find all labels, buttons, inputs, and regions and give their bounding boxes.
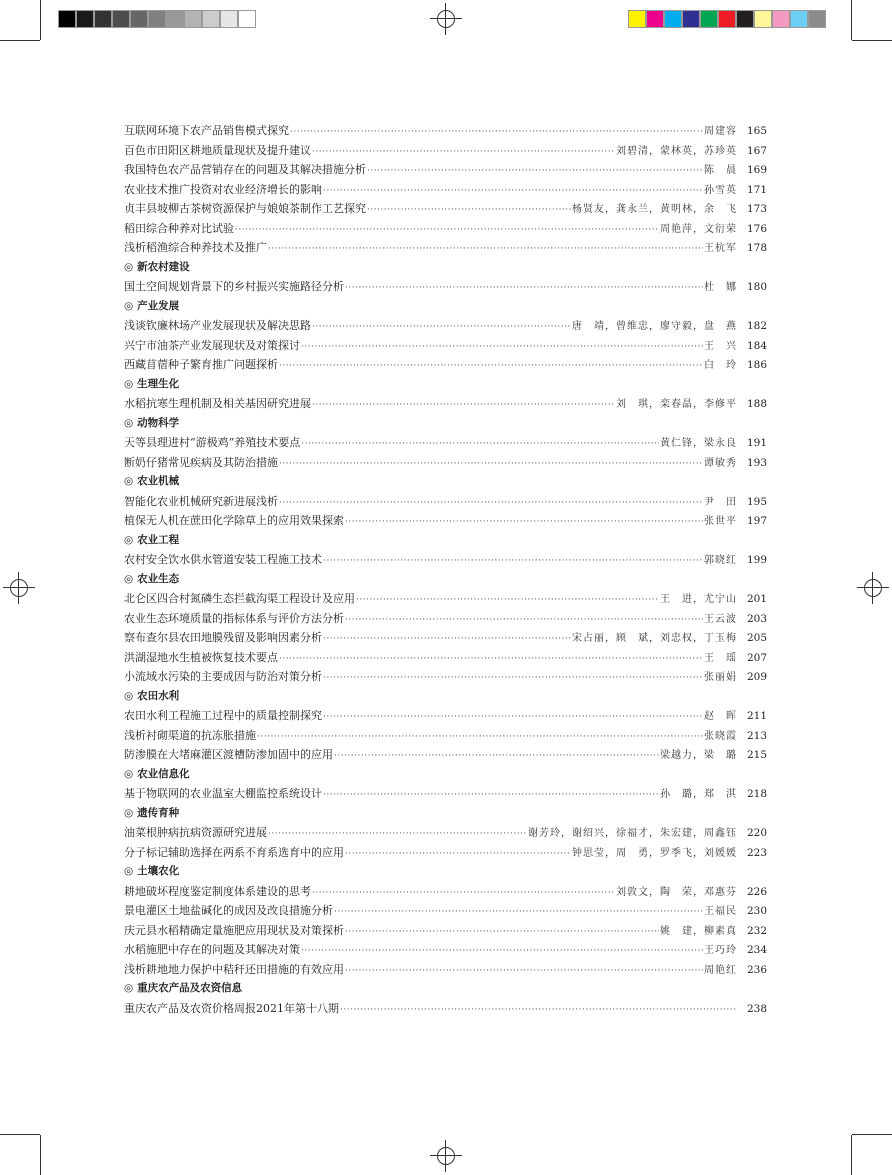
toc-entry[interactable] <box>124 336 767 356</box>
dot-leader <box>345 923 659 943</box>
article-authors: 周建容 <box>704 126 737 137</box>
article-authors: 赵 晖 <box>704 711 737 722</box>
dot-leader <box>345 845 571 865</box>
toc-entry[interactable] <box>124 355 767 375</box>
article-title: 景电灌区土地盐碱化的成因及改良措施分析 <box>124 904 333 917</box>
color-swatch <box>58 10 76 28</box>
article-authors: 陈 晨 <box>704 165 737 176</box>
dot-leader <box>323 630 571 650</box>
article-authors: 刘敦文，陶 荣，邓惠芬 <box>616 886 737 898</box>
article-authors: 王杭军 <box>704 243 737 254</box>
article-authors: 白 玲 <box>704 360 737 371</box>
crop-mark <box>40 0 41 40</box>
registration-mark-top <box>430 3 462 35</box>
dot-leader <box>279 455 703 475</box>
article-authors: 王巧玲 <box>704 945 737 956</box>
article-title: 北仑区四合村氮磷生态拦截沟渠工程设计及应用 <box>124 592 355 605</box>
article-authors: 王福民 <box>704 906 737 917</box>
section-heading-label: 农业生态 <box>137 572 180 585</box>
article-authors: 谭敏秀 <box>704 457 737 469</box>
article-authors: 梁越力，梁 璐 <box>660 750 737 761</box>
page-number: 188 <box>746 398 767 410</box>
dot-leader <box>345 962 703 982</box>
color-swatch <box>646 10 664 28</box>
article-title: 稻田综合种养对比试验 <box>124 221 234 235</box>
crop-mark <box>851 0 852 40</box>
article-title: 小流域水污染的主要成因与防治对策分析 <box>124 670 322 683</box>
color-swatch <box>736 10 754 28</box>
section-heading-label: 农业机械 <box>137 475 180 487</box>
article-title: 植保无人机在蔗田化学除草上的应用效果探索 <box>124 514 344 527</box>
crop-mark <box>852 40 892 41</box>
toc-entry[interactable] <box>124 141 767 161</box>
dot-leader <box>334 903 703 923</box>
section-bullet-icon: ◎ <box>124 572 134 585</box>
article-authors: 唐 靖，曾维忠，廖守毅，盘 燕 <box>572 321 737 332</box>
article-title: 我国特色农产品营销存在的问题及其解决措施分析 <box>124 163 366 176</box>
page-number: 205 <box>746 632 767 644</box>
article-title: 贞丰县坡柳古茶树资源保护与娘娘茶制作工艺探究 <box>124 202 366 215</box>
page-number: 197 <box>746 515 767 527</box>
dot-leader <box>345 513 703 533</box>
article-title: 耕地破坏程度鉴定制度体系建设的思考 <box>124 884 311 898</box>
color-swatch <box>664 10 682 28</box>
section-heading <box>124 979 767 999</box>
article-title: 洪湖湿地水生植被恢复技术要点 <box>124 650 278 664</box>
page-number: 173 <box>746 203 767 215</box>
dot-leader <box>301 942 703 962</box>
dot-leader <box>334 747 659 767</box>
color-swatch <box>238 10 256 28</box>
article-title: 重庆农产品及农资价格周报2021年第十八期 <box>124 1001 339 1015</box>
dot-leader <box>323 552 703 572</box>
page-number: 230 <box>746 905 767 917</box>
page-number: 213 <box>746 729 767 742</box>
page-number: 165 <box>746 125 767 137</box>
toc-entry[interactable] <box>124 492 767 512</box>
color-swatch <box>772 10 790 28</box>
dot-leader <box>312 884 615 904</box>
article-authors: 张晓霞 <box>704 730 737 742</box>
article-authors: 王云波 <box>704 613 737 625</box>
article-authors: 孙 璐，郑 淇 <box>660 789 737 800</box>
article-title: 西藏苜蓿种子繁育推广问题探析 <box>124 358 278 371</box>
toc-entry[interactable] <box>124 882 767 902</box>
grayscale-color-bar <box>58 10 256 28</box>
section-heading <box>124 570 767 590</box>
page-number: 193 <box>746 456 767 469</box>
page-number: 176 <box>746 222 767 235</box>
section-bullet-icon: ◎ <box>124 299 134 312</box>
article-title: 农田水利工程施工过程中的质量控制探究 <box>124 709 322 722</box>
page-number: 209 <box>746 671 767 683</box>
dot-leader <box>340 1001 736 1021</box>
article-title: 防渗膜在大堵麻灌区渡槽防渗加固中的应用 <box>124 748 333 761</box>
article-title: 水稻抗寒生理机制及相关基因研究进展 <box>124 397 311 410</box>
article-title: 浅析稻渔综合种养技术及推广 <box>124 241 267 254</box>
toc-entry[interactable] <box>124 823 767 843</box>
section-heading-label: 农田水利 <box>137 689 180 702</box>
page-number: 191 <box>746 437 767 449</box>
article-title: 国土空间规划背景下的乡村振兴实施路径分析 <box>124 280 344 293</box>
article-title: 水稻施肥中存在的问题及其解决对策 <box>124 943 300 956</box>
color-swatch <box>112 10 130 28</box>
registration-mark-bottom <box>430 1140 462 1172</box>
page-number: 238 <box>746 1002 767 1015</box>
section-bullet-icon: ◎ <box>124 533 134 546</box>
section-bullet-icon: ◎ <box>124 475 134 487</box>
article-authors: 黄仁锋，梁永良 <box>660 438 737 449</box>
section-heading-label: 农业信息化 <box>137 767 190 780</box>
article-title: 农业生态环境质量的指标体系与评价方法分析 <box>124 611 344 625</box>
toc-entry[interactable] <box>124 511 767 531</box>
toc-entry[interactable] <box>124 277 767 297</box>
color-swatch <box>718 10 736 28</box>
section-heading-label: 新农村建设 <box>137 260 190 273</box>
page-number: 232 <box>746 924 767 937</box>
article-title: 兴宁市油茶产业发展现状及对策探讨 <box>124 338 300 352</box>
dot-leader <box>235 221 659 241</box>
section-heading <box>124 531 767 551</box>
article-authors: 杨贤友，龚永兰，黄明林，余 飞 <box>572 204 737 215</box>
toc-entry[interactable] <box>124 648 767 668</box>
toc-entry[interactable] <box>124 784 767 804</box>
page-number: 184 <box>746 339 767 352</box>
toc-entry[interactable] <box>124 901 767 921</box>
section-heading-label: 重庆农产品及农资信息 <box>137 982 243 994</box>
dot-leader <box>268 240 703 260</box>
article-authors: 张世平 <box>704 516 737 527</box>
page-number: 178 <box>746 242 767 254</box>
section-heading <box>124 375 767 395</box>
color-swatch <box>202 10 220 28</box>
section-heading <box>124 297 767 317</box>
color-swatch <box>790 10 808 28</box>
toc-entry[interactable] <box>124 940 767 960</box>
section-heading-label: 动物科学 <box>137 416 180 429</box>
color-swatch <box>166 10 184 28</box>
dot-leader <box>367 162 703 182</box>
section-bullet-icon: ◎ <box>124 689 134 702</box>
article-title: 察布查尔县农田地膜残留及影响因素分析 <box>124 631 322 644</box>
article-title: 油菜根肿病抗病资源研究进展 <box>124 826 267 839</box>
color-swatch <box>76 10 94 28</box>
article-title: 智能化农业机械研究新进展浅析 <box>124 494 278 508</box>
section-heading <box>124 804 767 824</box>
section-heading-label: 生理生化 <box>137 377 180 390</box>
section-bullet-icon: ◎ <box>124 982 134 994</box>
dot-leader <box>279 357 703 377</box>
page-number: 218 <box>746 788 767 800</box>
article-title: 互联网环境下农产品销售模式探究 <box>124 124 289 137</box>
toc-entry[interactable] <box>124 316 767 336</box>
toc-entry[interactable] <box>124 999 767 1019</box>
section-heading-label: 农业工程 <box>137 533 180 546</box>
dot-leader <box>323 708 703 728</box>
article-title: 基于物联网的农业温室大棚监控系统设计 <box>124 787 322 800</box>
article-authors: 郭晓红 <box>704 555 737 566</box>
dot-leader <box>323 182 703 202</box>
article-authors: 钟思莹，周 勇，罗季飞，刘媛媛 <box>572 847 737 859</box>
article-authors: 王 瑶 <box>704 652 737 664</box>
article-authors: 刘碧清，蒙林英，苏珍英 <box>616 145 737 157</box>
crop-mark <box>0 1134 40 1135</box>
article-title: 分子标记辅助选择在两系不育系选育中的应用 <box>124 845 344 859</box>
toc-entry[interactable] <box>124 843 767 863</box>
color-swatch <box>628 10 646 28</box>
page-number: 234 <box>746 944 767 956</box>
page-number: 199 <box>746 554 767 566</box>
article-title: 农业技术推广投资对农业经济增长的影响 <box>124 182 322 196</box>
dot-leader <box>279 650 703 670</box>
page-number: 182 <box>746 320 767 332</box>
section-bullet-icon: ◎ <box>124 806 134 819</box>
article-title: 农村安全饮水供水管道安装工程施工技术 <box>124 553 322 566</box>
dot-leader <box>301 435 659 455</box>
toc-entry[interactable] <box>124 550 767 570</box>
section-heading-label: 产业发展 <box>137 299 180 312</box>
section-heading <box>124 472 767 492</box>
dot-leader <box>345 279 703 299</box>
page-number: 195 <box>746 495 767 508</box>
color-swatch <box>754 10 772 28</box>
page-number: 207 <box>746 651 767 664</box>
toc-entry[interactable] <box>124 667 767 687</box>
toc-entry[interactable] <box>124 160 767 180</box>
color-swatch <box>184 10 202 28</box>
page-number: 226 <box>746 885 767 898</box>
toc-entry[interactable] <box>124 921 767 941</box>
crop-mark <box>40 1135 41 1175</box>
section-bullet-icon: ◎ <box>124 865 134 877</box>
color-swatch <box>94 10 112 28</box>
process-color-bar <box>628 10 826 28</box>
page-number: 215 <box>746 749 767 761</box>
registration-mark-left <box>3 572 35 604</box>
page-number: 220 <box>746 827 767 839</box>
toc-entry[interactable] <box>124 394 767 414</box>
article-authors: 孙雪英 <box>704 184 737 196</box>
section-bullet-icon: ◎ <box>124 377 134 390</box>
section-heading <box>124 765 767 785</box>
dot-leader <box>290 123 703 143</box>
toc-entry[interactable] <box>124 960 767 980</box>
dot-leader <box>323 786 659 806</box>
toc-entry[interactable] <box>124 433 767 453</box>
color-swatch <box>700 10 718 28</box>
color-swatch <box>220 10 238 28</box>
page-number: 169 <box>746 164 767 176</box>
article-authors: 谢芳玲，谢绍兴，徐福才，朱宏建，周鑫钰 <box>528 828 737 839</box>
section-heading <box>124 414 767 434</box>
article-title: 浅析衬砌渠道的抗冻胀措施 <box>124 728 256 742</box>
color-swatch <box>808 10 826 28</box>
page-number: 167 <box>746 144 767 157</box>
page-number: 180 <box>746 281 767 293</box>
dot-leader <box>367 201 571 221</box>
section-bullet-icon: ◎ <box>124 260 134 273</box>
article-title: 断奶仔猪常见疾病及其防治措施 <box>124 455 278 469</box>
dot-leader <box>312 396 615 416</box>
toc-entry[interactable] <box>124 199 767 219</box>
section-heading <box>124 862 767 882</box>
article-authors: 周艳萍，文衍荣 <box>660 223 737 235</box>
page-number: 236 <box>746 963 767 976</box>
toc-entry[interactable] <box>124 238 767 258</box>
section-heading-label: 土壤农化 <box>137 865 180 877</box>
toc-entry[interactable] <box>124 609 767 629</box>
section-heading <box>124 687 767 707</box>
toc-entry[interactable] <box>124 180 767 200</box>
page-number: 211 <box>746 710 767 722</box>
section-bullet-icon: ◎ <box>124 416 134 429</box>
article-title: 庆元县水稻精确定量施肥应用现状及对策探析 <box>124 923 344 937</box>
article-title: 浅谈钦廉林场产业发展现状及解决思路 <box>124 319 311 332</box>
page-number: 186 <box>746 359 767 371</box>
toc-entry[interactable] <box>124 726 767 746</box>
page-number: 201 <box>746 593 767 605</box>
article-authors: 周艳红 <box>704 964 737 976</box>
crop-mark <box>851 1135 852 1175</box>
article-authors: 姚 建，柳素真 <box>660 925 737 937</box>
crop-mark <box>852 1134 892 1135</box>
section-bullet-icon: ◎ <box>124 767 134 780</box>
article-authors: 王 进，尤宁山 <box>660 594 737 605</box>
section-heading-label: 遗传育种 <box>137 806 180 819</box>
toc-entry[interactable] <box>124 706 767 726</box>
article-authors: 刘 琪，栾春晶，李修平 <box>616 399 737 410</box>
toc-entry[interactable] <box>124 589 767 609</box>
toc-entry[interactable] <box>124 121 767 141</box>
toc-entry[interactable] <box>124 628 767 648</box>
article-title: 百色市田阳区耕地质量现状及提升建议 <box>124 143 311 157</box>
color-swatch <box>682 10 700 28</box>
dot-leader <box>312 318 571 338</box>
dot-leader <box>323 669 703 689</box>
toc-entry[interactable] <box>124 453 767 473</box>
page-number: 223 <box>746 846 767 859</box>
crop-mark <box>0 40 40 41</box>
section-heading <box>124 258 767 278</box>
article-authors: 杜 娜 <box>704 282 737 293</box>
dot-leader <box>345 611 703 631</box>
page-number: 203 <box>746 612 767 625</box>
article-authors: 宋占丽，顾 斌，刘忠权，丁玉梅 <box>572 633 737 644</box>
toc-entry[interactable] <box>124 219 767 239</box>
color-swatch <box>130 10 148 28</box>
article-title: 浅析耕地地力保护中秸秆还田措施的有效应用 <box>124 962 344 976</box>
color-swatch <box>148 10 166 28</box>
toc-entry[interactable] <box>124 745 767 765</box>
registration-mark-right <box>857 572 889 604</box>
article-title: 天等县理进村“游极鸡”养殖技术要点 <box>124 436 301 449</box>
table-of-contents <box>124 121 767 1018</box>
dot-leader <box>301 338 703 358</box>
article-authors: 尹 田 <box>704 496 737 508</box>
page-number: 171 <box>746 183 767 196</box>
dot-leader <box>356 591 659 611</box>
article-authors: 王 兴 <box>704 340 737 352</box>
article-authors: 张丽娟 <box>704 672 737 683</box>
